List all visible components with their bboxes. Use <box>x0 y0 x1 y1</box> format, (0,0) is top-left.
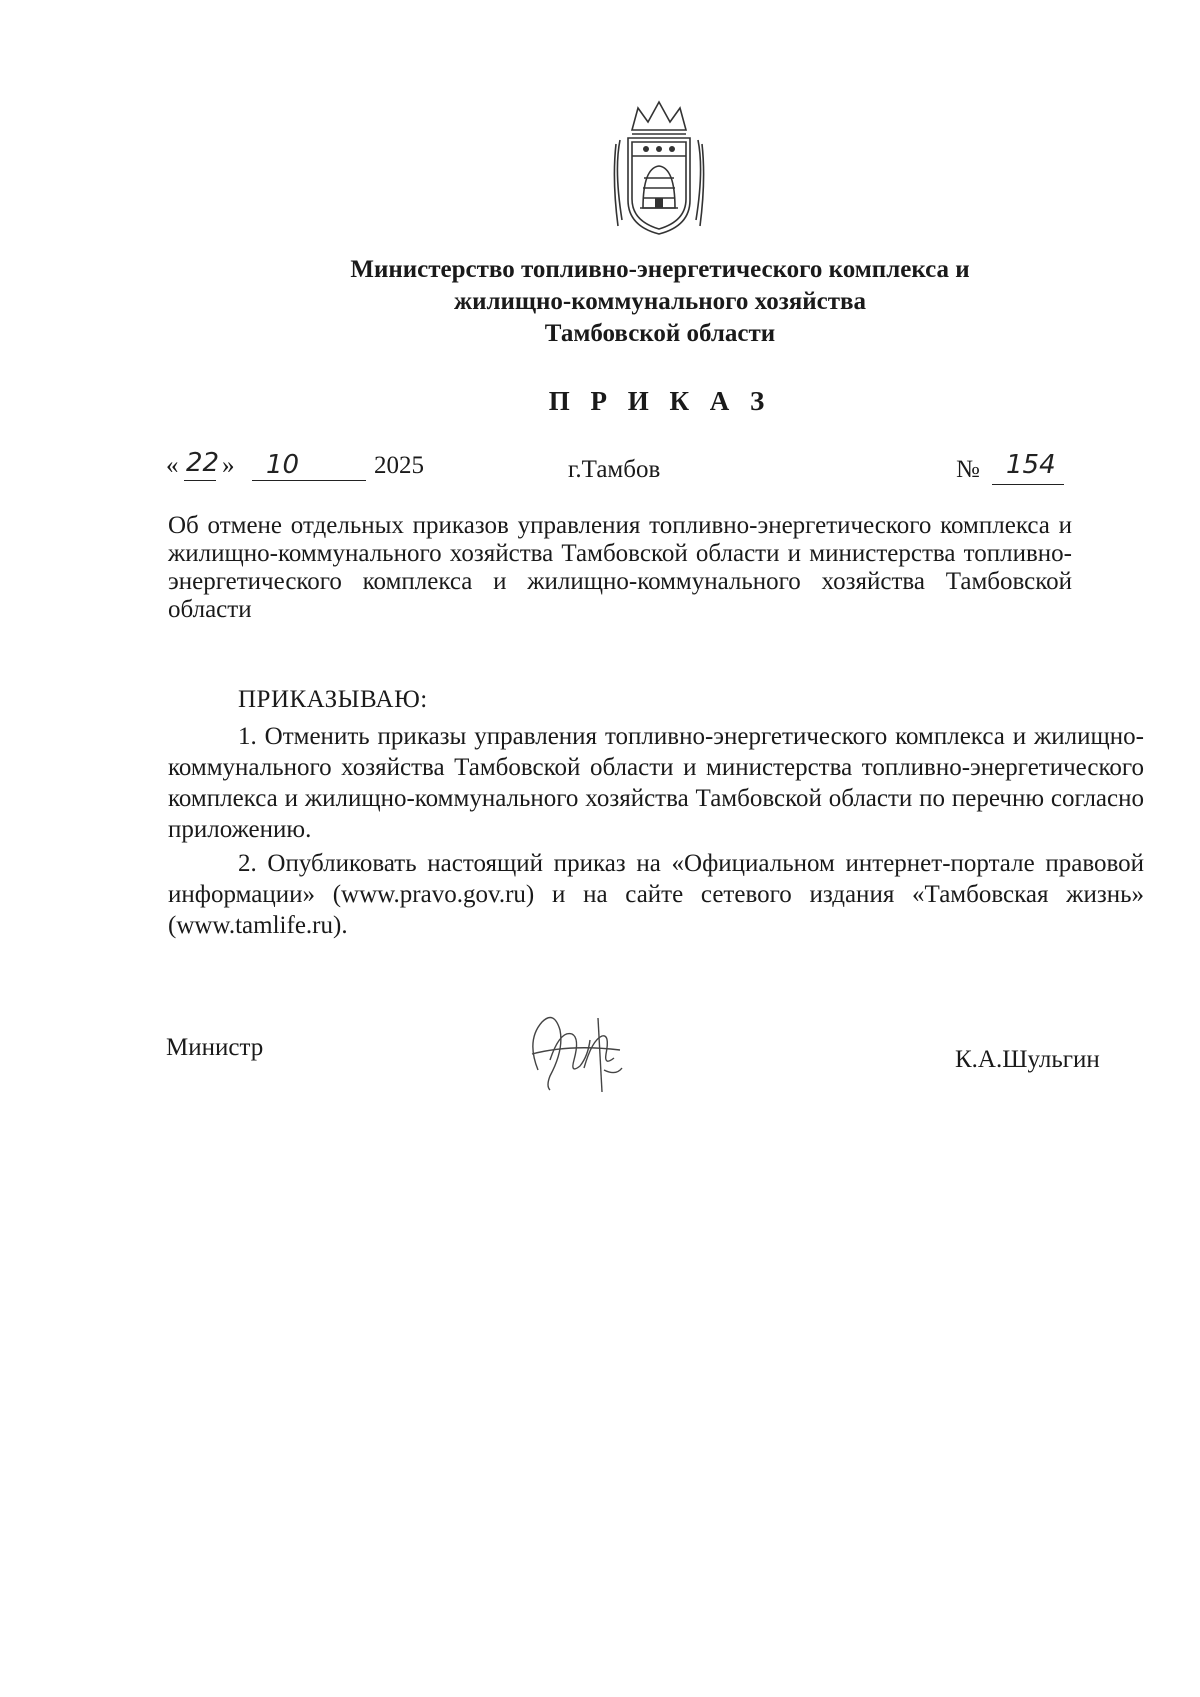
order-date-month: 10 <box>266 450 300 480</box>
org-line-2: жилищно-коммунального хозяйства <box>453 288 867 315</box>
order-item-1: 1. Отменить приказы управления топливно-энергетического комплекса и жилищно-коммунального хозяйства Тамбовской области и министерства топливно-энергетического комплекса и жилищно-коммунального хозяйства Тамбовской области по перечню согласно приложению. <box>168 723 1144 843</box>
order-date-year: 2025 <box>374 452 424 479</box>
ministry-name <box>200 254 1120 350</box>
order-title: П Р И К А З <box>548 386 772 416</box>
org-line-3: Тамбовской области <box>544 320 776 347</box>
signer-name: К.А.Шульгин <box>955 1046 1100 1073</box>
quote-close: » <box>222 452 235 479</box>
coat-of-arms-icon <box>610 100 708 238</box>
order-number-sign: № <box>956 456 980 483</box>
order-number: 154 <box>1006 450 1056 480</box>
quote-open: « <box>166 452 179 479</box>
decree-heading: ПРИКАЗЫВАЮ: <box>238 686 428 713</box>
signer-title: Министр <box>166 1034 264 1061</box>
org-line-1: Министерство топливно-энергетического комплекса и <box>350 256 970 283</box>
order-meta-row <box>166 448 1066 488</box>
signature-icon <box>520 1000 630 1100</box>
order-date-day: 22 <box>186 448 220 478</box>
order-subject: Об отмене отдельных приказов управления топливно-энергетического комплекса и жилищно-коммунального хозяйства Тамбовской области и министерства топливно-энергетического комплекса и жилищно-коммунального хозяйства Тамбовской области <box>168 512 1072 623</box>
order-item-2: 2. Опубликовать настоящий приказ на «Официальном интернет-портале правовой информации» (www.pravo.gov.ru) и на сайте сетевого издания «Тамбовская жизнь» (www.tamlife.ru). <box>168 850 1144 939</box>
order-city: г.Тамбов <box>568 456 661 483</box>
